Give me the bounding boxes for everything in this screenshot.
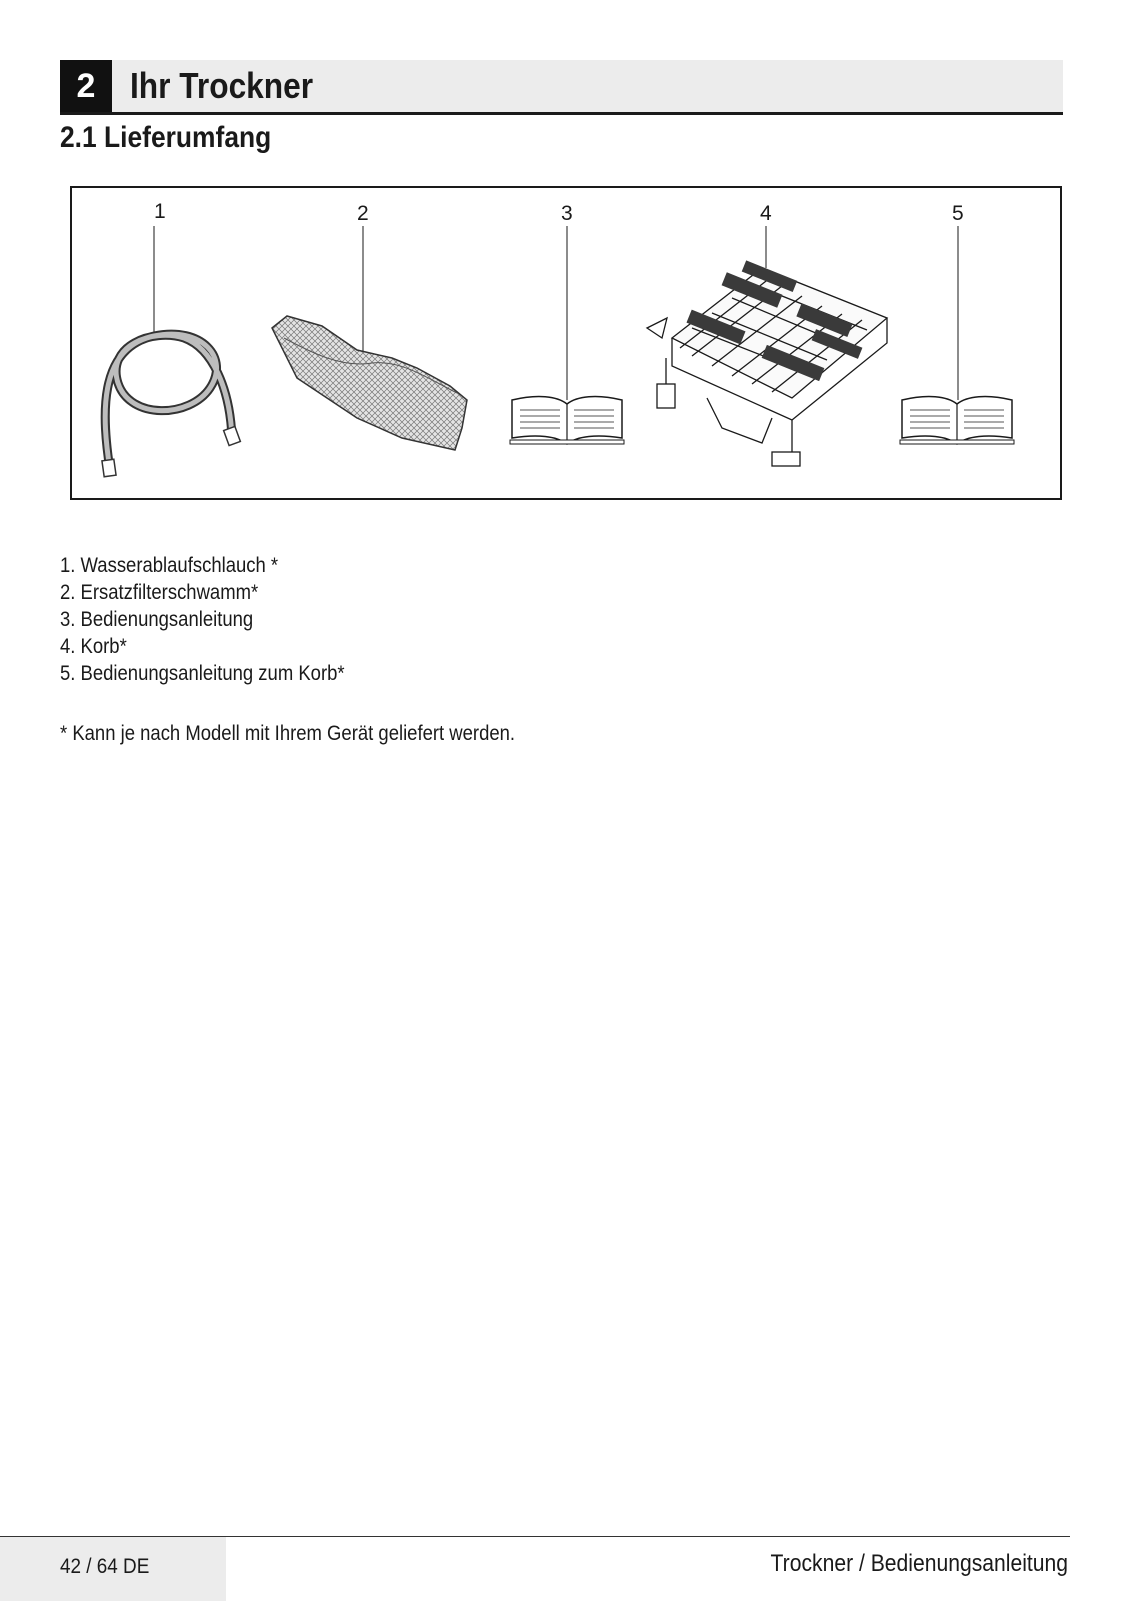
list-item: 5. Bedienungsanleitung zum Korb*: [60, 662, 345, 685]
callout-5: 5: [952, 202, 964, 225]
document-title: Trockner / Bedienungsanleitung: [770, 1550, 1068, 1577]
callout-4: 4: [760, 202, 772, 225]
list-item: 3. Bedienungsanleitung: [60, 608, 254, 631]
callout-1: 1: [154, 200, 166, 223]
page-number: 42 / 64 DE: [60, 1555, 150, 1578]
chapter-title: Ihr Trockner: [130, 65, 314, 106]
chapter-header: [60, 60, 1063, 115]
basket-manual-illustration: [900, 397, 1014, 444]
basket-illustration: [647, 260, 887, 466]
parts-list: [60, 552, 383, 687]
figure-illustration: [72, 188, 1060, 498]
list-item: 1. Wasserablaufschlauch *: [60, 554, 279, 577]
footnote: * Kann je nach Modell mit Ihrem Gerät geliefert werden.: [60, 722, 516, 745]
drain-hose-illustration: [102, 334, 240, 477]
manual-illustration: [510, 397, 624, 444]
callout-3: 3: [561, 202, 573, 225]
list-item: 2. Ersatzfilterschwamm*: [60, 581, 259, 604]
delivery-contents-figure: [70, 186, 1062, 500]
callout-2: 2: [357, 202, 369, 225]
chapter-number: 2: [60, 60, 112, 112]
list-item: 4. Korb*: [60, 635, 127, 658]
filter-sponge-illustration: [272, 316, 467, 450]
section-title: 2.1 Lieferumfang: [60, 121, 272, 154]
